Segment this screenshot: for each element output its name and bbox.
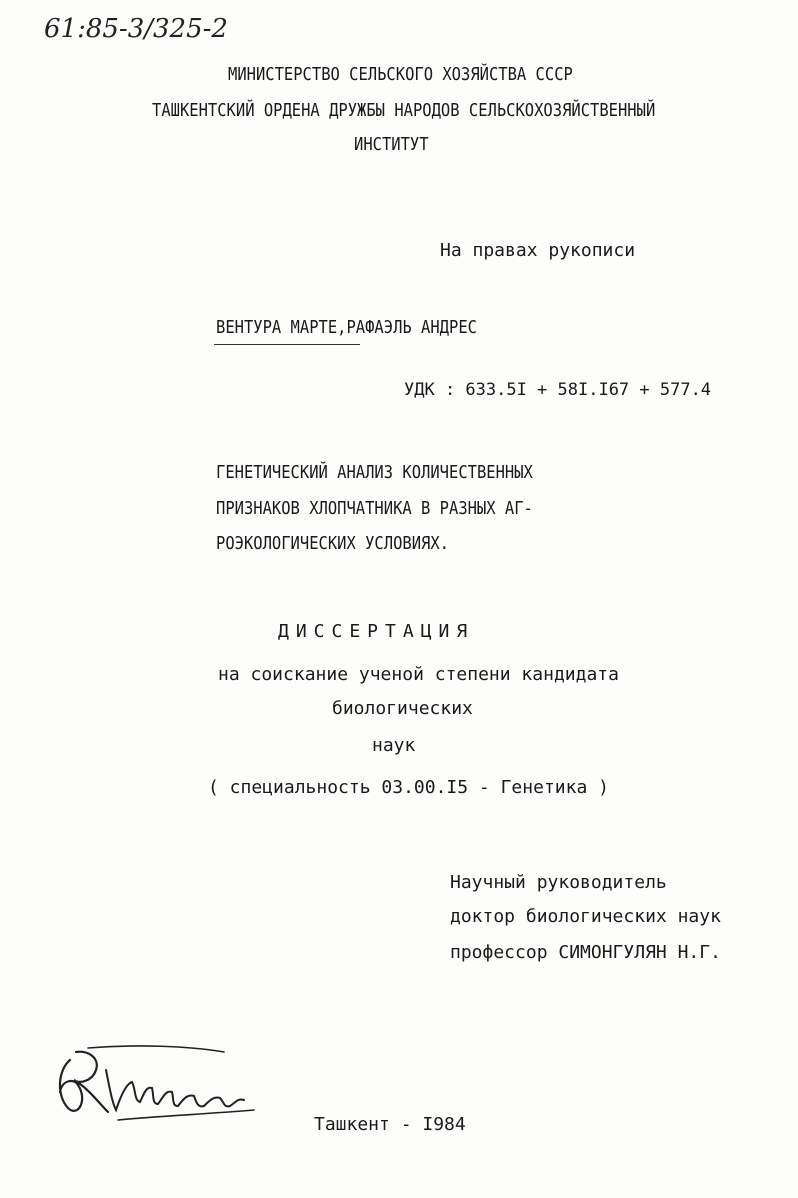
supervisor-degree: доктор биологических наук <box>450 906 721 927</box>
specialty: ( специальность 03.00.I5 - Генетика ) <box>208 777 609 798</box>
udc-code: УДК : 633.5I + 58I.I67 + 577.4 <box>404 380 712 400</box>
author-signature <box>48 1040 268 1130</box>
manuscript-rights: На правах рукописи <box>440 240 636 261</box>
thesis-title-line-1: ГЕНЕТИЧЕСКИЙ АНАЛИЗ КОЛИЧЕСТВЕННЫХ <box>216 462 533 483</box>
place-and-year: Ташкент - I984 <box>314 1114 466 1135</box>
supervisor-label: Научный руководитель <box>450 872 667 893</box>
author-name: ВЕНТУРА МАРТЕ,РАФАЭЛЬ АНДРЕС <box>216 317 477 338</box>
document-type: ДИССЕРТАЦИЯ <box>278 621 475 642</box>
author-underline <box>214 344 360 345</box>
degree-line-3: наук <box>372 735 416 756</box>
thesis-title-line-2: ПРИЗНАКОВ ХЛОПЧАТНИКА В РАЗНЫХ АГ- <box>216 498 533 519</box>
ministry-name: МИНИСТЕРСТВО СЕЛЬСКОГО ХОЗЯЙСТВА СССР <box>228 64 573 85</box>
degree-line-1: на соискание ученой степени кандидата <box>218 664 619 685</box>
institute-name: ТАШКЕНТСКИЙ ОРДЕНА ДРУЖБЫ НАРОДОВ СЕЛЬСКОХОЗЯЙСТВЕННЫЙ <box>152 100 656 121</box>
thesis-title-line-3: РОЭКОЛОГИЧЕСКИХ УСЛОВИЯХ. <box>216 533 450 554</box>
degree-line-2: биологических <box>332 698 473 719</box>
archive-code: 61:85-3/325-2 <box>44 14 228 44</box>
institute-word: ИНСТИТУТ <box>354 134 429 155</box>
supervisor-name: профессор СИМОНГУЛЯН Н.Г. <box>450 942 721 963</box>
